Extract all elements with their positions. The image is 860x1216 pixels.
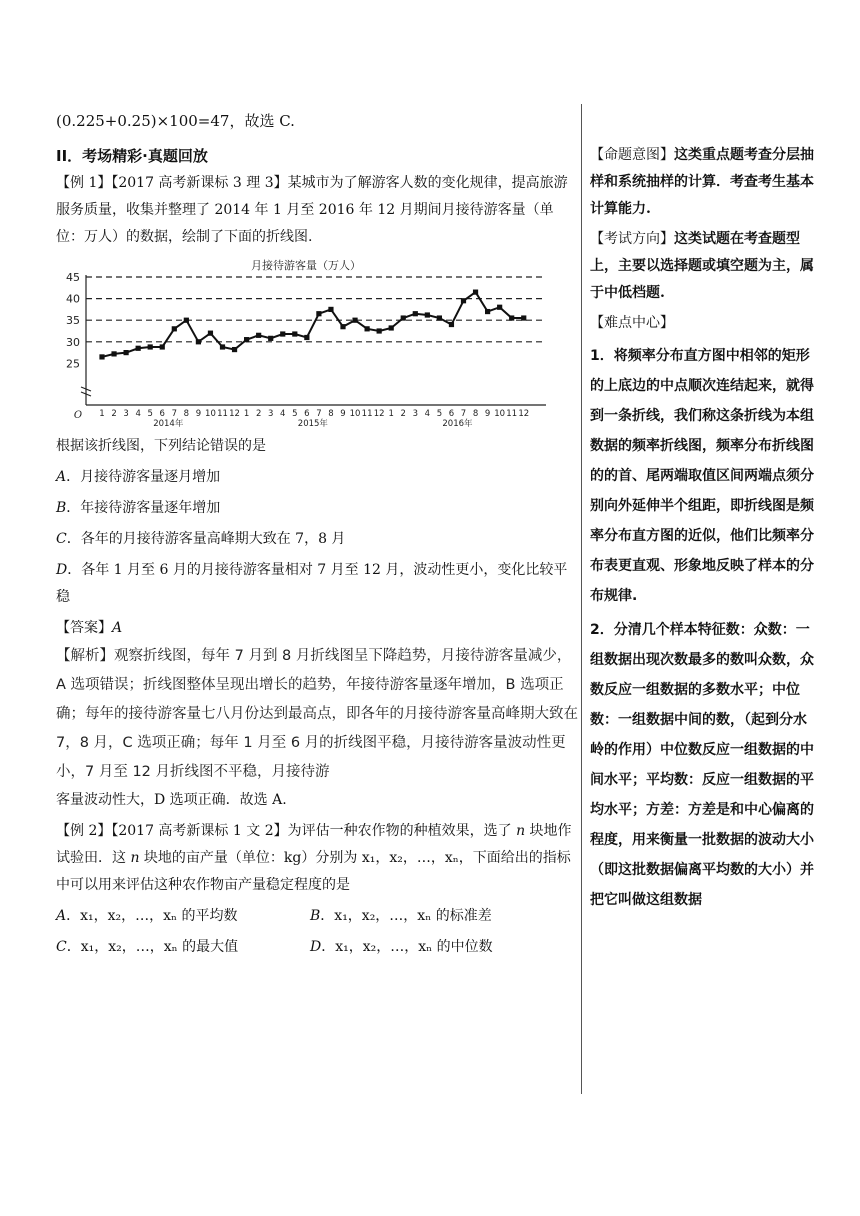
data-point-12 [232, 347, 237, 352]
x-tick-22: 10 [349, 409, 361, 419]
x-tick-30: 6 [448, 409, 455, 419]
ex2-option-d: D．x₁，x₂，…，xₙ 的中位数 [310, 939, 493, 955]
data-point-10 [208, 331, 213, 336]
x-tick-35: 11 [506, 409, 518, 419]
x-tick-21: 9 [340, 409, 346, 419]
option-a: A．月接待游客量逐月增加 [56, 469, 221, 485]
example-2-options-row-2 [56, 934, 578, 961]
data-point-29 [437, 315, 442, 320]
example-1-prompt: 根据该折线图，下列结论错误的是 [56, 438, 266, 454]
data-point-24 [377, 328, 382, 333]
x-tick-34: 10 [494, 409, 506, 419]
y-tick-40: 40 [66, 292, 80, 306]
x-tick-19: 7 [316, 409, 322, 419]
data-point-30 [449, 322, 454, 327]
data-point-11 [220, 344, 225, 349]
analysis-bold-text: 【解析】观察折线图，每年 7 月到 8 月折线图呈下降趋势，月接待游客量减少，A 选项错误；折线图整体呈现出增长的趋势，年接待游客量逐年增加，B 选项正确；每年的接待游客量七八月份达到最高点，即各年的月接待游客量高峰期大致在 7，8 月，C 选项正确；每年 1 月至 6 月的折线图平稳，月接待游客量波动性更小，7 月至 12 月折线图不平稳，月接待游 [56, 648, 578, 780]
x-tick-18: 6 [304, 409, 310, 419]
direction-text: 这类试题在考查题型上，主要以选择题或填空题为主，属于中低档题. [590, 231, 814, 301]
x-tick-20: 8 [328, 409, 334, 419]
data-point-3 [124, 350, 129, 355]
x-tick-27: 3 [412, 409, 419, 419]
x-tick-10: 10 [205, 409, 216, 419]
data-point-36 [521, 315, 526, 320]
difficulty-label: 【难点中心】 [590, 315, 674, 331]
x-tick-29: 5 [436, 409, 443, 419]
option-c: C．各年的月接待游客量高峰期大致在 7，8 月 [56, 531, 346, 547]
ex2-option-a: A．x₁，x₂，…，xₙ 的平均数 [56, 908, 238, 924]
answer-value: A [112, 620, 123, 636]
x-tick-26: 2 [400, 409, 406, 419]
formula-line [56, 108, 578, 135]
option-b: B．年接待游客量逐年增加 [56, 500, 221, 516]
data-point-6 [160, 344, 165, 349]
chart-title: 月接待游客量（万人） [251, 259, 361, 272]
intent-label: 【命题意图】 [590, 147, 674, 163]
x-tick-32: 8 [472, 409, 479, 419]
x-tick-17: 5 [292, 409, 298, 419]
data-point-14 [256, 333, 261, 338]
x-tick-14: 2 [255, 409, 262, 419]
data-point-32 [473, 290, 478, 295]
example-1-answer [56, 615, 578, 642]
year-label-2: 2015年 [297, 419, 328, 427]
data-point-7 [172, 326, 177, 331]
data-point-17 [292, 331, 297, 336]
data-point-9 [196, 339, 201, 344]
x-tick-25: 1 [388, 409, 394, 419]
column-divider [581, 104, 582, 1094]
year-label-3: 2016年 [442, 419, 473, 427]
data-point-19 [316, 311, 321, 316]
x-tick-9: 9 [195, 409, 202, 419]
year-label-1: 2014年 [153, 419, 184, 427]
example-2-question: 【例 2】【2017 高考新课标 1 文 2】为评估一种农作物的种植效果，选了 n 块地作试验田．这 n 块地的亩产量（单位：kg）分别为 x₁，x₂，…，xₙ，下面给出的指标中可以用来评估这种农作物亩产量稳定程度的是 [56, 823, 572, 893]
data-point-31 [461, 298, 466, 303]
direction-block [590, 226, 814, 307]
example-1-analysis-tail: 客量波动性大，D 选项正确．故选 A. [56, 792, 287, 808]
x-tick-33: 9 [484, 409, 491, 419]
example-1-options [56, 464, 578, 611]
data-point-35 [509, 315, 514, 320]
data-point-13 [244, 337, 249, 342]
x-tick-7: 7 [171, 409, 178, 419]
example-2-options-row-1 [56, 903, 578, 930]
origin-label: O [73, 410, 83, 421]
x-tick-6: 6 [159, 409, 165, 419]
ex2-option-c: C．x₁，x₂，…，xₙ 的最大值 [56, 939, 239, 955]
x-tick-12: 12 [229, 409, 240, 419]
x-tick-31: 7 [460, 409, 467, 419]
data-point-25 [389, 325, 394, 330]
point-2: 2．分清几个样本特征数：众数：一组数据出现次数最多的数叫众数，众数反应一组数据的多数水平；中位数：一组数据中间的数，（起到分水岭的作用）中位数反应一组数据的中间水平；平均数：反应一组数据的平均水平；方差：方差是和中心偏离的程度，用来衡量一批数据的波动大小（即这批数据偏离平均数的大小）并把它叫做这组数据 [590, 622, 814, 908]
y-tick-30: 30 [66, 335, 80, 349]
x-tick-13: 1 [243, 409, 250, 419]
visitor-line-chart [56, 255, 556, 427]
direction-label: 【考试方向】 [590, 231, 674, 247]
x-tick-28: 4 [424, 409, 431, 419]
series-line [102, 292, 524, 357]
option-d: D．各年 1 月至 6 月的月接待游客量相对 7 月至 12 月，波动性更小，变化比较平稳 [56, 562, 568, 605]
data-point-27 [413, 311, 418, 316]
data-point-1 [99, 354, 104, 359]
x-tick-4: 4 [135, 409, 141, 419]
y-tick-45: 45 [66, 271, 80, 284]
data-point-18 [304, 335, 309, 340]
x-tick-2: 2 [111, 409, 117, 419]
formula: (0.225+0.25)×100=47 [56, 112, 230, 130]
x-tick-1: 1 [99, 409, 105, 419]
point-1: 1．将频率分布直方图中相邻的矩形的上底边的中点顺次连结起来，就得到一条折线，我们称这条折线为本组数据的频率折线图，频率分布折线图的的首、尾两端取值区间两端点须分别向外延伸半个组距，即折线图是频率分布直方图的近似，他们比频率分布表更直观、形象地反映了样本的分布规律. [590, 348, 814, 604]
data-point-34 [497, 305, 502, 310]
x-tick-8: 8 [183, 409, 190, 419]
ex2-option-b: B．x₁，x₂，…，xₙ 的标准差 [310, 908, 492, 924]
x-tick-15: 3 [267, 409, 274, 419]
data-point-2 [111, 351, 116, 356]
data-point-23 [365, 326, 370, 331]
data-point-20 [328, 307, 333, 312]
data-point-4 [136, 346, 141, 351]
intent-block [590, 142, 814, 223]
data-point-21 [340, 324, 345, 329]
x-tick-11: 11 [217, 409, 228, 419]
y-tick-35: 35 [66, 314, 80, 328]
x-tick-23: 11 [361, 409, 373, 419]
data-point-22 [352, 318, 357, 323]
x-tick-5: 5 [147, 409, 153, 419]
data-point-26 [401, 315, 406, 320]
side-column [590, 142, 814, 915]
main-column [56, 108, 578, 961]
x-tick-16: 4 [280, 409, 286, 419]
data-point-5 [148, 344, 153, 349]
answer-label: 【答案】 [56, 620, 112, 636]
data-point-28 [425, 312, 430, 317]
example-1-question: 【例 1】【2017 高考新课标 3 理 3】某城市为了解游客人数的变化规律，提高旅游服务质量，收集并整理了 2014 年 1 月至 2016 年 12 月期间月接待游客量（单位：万人）的数据，绘制了下面的折线图. [56, 175, 568, 245]
x-tick-36: 12 [518, 409, 530, 419]
y-tick-25: 25 [66, 357, 80, 371]
x-tick-3: 3 [123, 409, 129, 419]
data-point-16 [280, 331, 285, 336]
data-point-15 [268, 336, 273, 341]
x-tick-24: 12 [373, 409, 385, 419]
intent-text: 这类重点题考查分层抽样和系统抽样的计算．考查考生基本计算能力. [590, 147, 814, 217]
formula-tail: ，故选 C. [229, 112, 295, 130]
section-heading: II．考场精彩·真题回放 [56, 147, 208, 165]
data-point-8 [184, 318, 189, 323]
example-1-analysis [56, 642, 578, 787]
data-point-33 [485, 309, 490, 314]
